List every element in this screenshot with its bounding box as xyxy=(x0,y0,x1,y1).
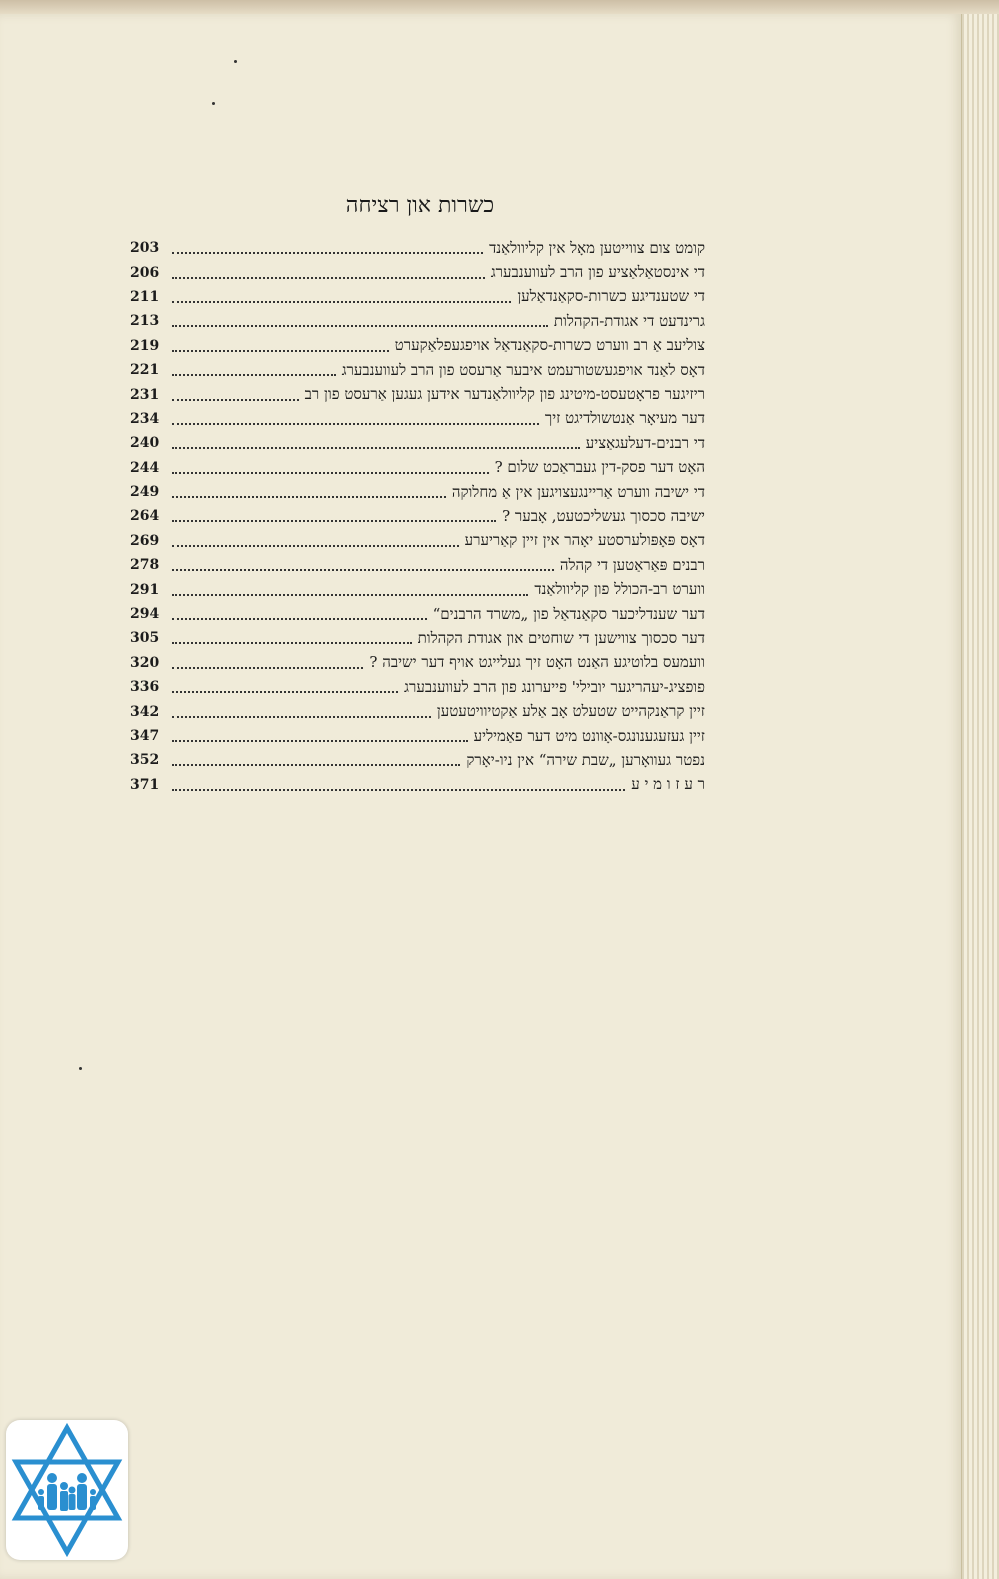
toc-entry-page: 244 xyxy=(130,459,160,476)
toc-entry-page: 206 xyxy=(130,264,160,281)
page-top-edge xyxy=(0,0,999,14)
leader-dots xyxy=(172,740,468,742)
toc-entry xyxy=(130,382,705,406)
toc-entry xyxy=(130,675,705,699)
toc-entry xyxy=(130,334,705,358)
toc-entry-title: פופציג-יעהריגער יובילי' פייערונג פון הרב לעווענבערג xyxy=(404,677,705,696)
toc-entry-title: קומט צום צווייטען מאָל אין קליוולאַנד xyxy=(489,238,705,257)
leader-dots xyxy=(172,472,489,474)
toc-entry-page: 352 xyxy=(130,752,160,769)
toc-entry-title: דער שענדליכער סקאַנדאַל פון „משרד הרבנים“ xyxy=(432,604,705,623)
leader-dots xyxy=(172,691,398,693)
toc-entry-page: 269 xyxy=(130,532,160,549)
toc-entry-title: דער מעיאָר אַנטשולדיגט זיך xyxy=(544,409,705,428)
toc-entry-title: זיין קראַנקהייט שטעלט אָב אַלע אַקטיוויטעטען xyxy=(436,702,705,721)
leader-dots xyxy=(172,374,336,376)
leader-dots xyxy=(172,618,427,620)
toc-entry-page: 231 xyxy=(130,386,160,403)
leader-dots xyxy=(172,399,299,401)
toc-entry-page: 240 xyxy=(130,435,160,452)
leader-dots xyxy=(172,277,485,279)
toc-entry-title: ווערט רב-הכולל פון קליוולאַנד xyxy=(534,580,705,599)
toc-entry-page: 336 xyxy=(130,679,160,696)
toc-entry-title: דאָס לאַנד אויפגעשטורעמט איבער אַרעסט פון הרב לעווענבערג xyxy=(341,360,705,379)
leader-dots xyxy=(172,789,625,791)
toc-entry xyxy=(130,407,705,431)
toc-entry-page: 221 xyxy=(130,362,160,379)
leader-dots xyxy=(172,667,363,669)
toc-entry xyxy=(130,748,705,772)
toc-entry-page: 234 xyxy=(130,410,160,427)
toc-entry xyxy=(130,456,705,480)
toc-entry-title: נפטר געוואָרען „שבת שירה“ אין ניו-יאָרק xyxy=(466,750,705,769)
toc-entry-title: דאָס פּאָפּולערסטע יאָהר אין זיין קאַריערע xyxy=(464,531,705,550)
leader-dots xyxy=(172,520,496,522)
leader-dots xyxy=(172,594,528,596)
star-of-david-family-icon xyxy=(6,1420,128,1560)
toc-entry-page: 342 xyxy=(130,703,160,720)
leader-dots xyxy=(172,447,580,449)
toc-entry-title: די ישיבה ווערט אַריינגעצויגען אין אַ מחלוקה xyxy=(451,482,705,501)
page-stack-edge xyxy=(961,14,999,1579)
toc-entry-title: גרינדעט די אגודת-הקהלות xyxy=(553,311,705,330)
toc-entry-title: ריזיגער פראָטעסט-מיטינג פון קליוולאַנדער אידען געגען אַרעסט פון רב xyxy=(304,385,705,404)
toc-entry-page: 347 xyxy=(130,728,160,744)
toc-entry-title: די רבנים-דעלעגאַציע xyxy=(585,433,705,452)
toc-entry-page: 305 xyxy=(130,630,160,647)
toc-entry-title: צוליעב אַ רב ווערט כשרות-סקאַנדאַל אויפגעפלאַקערט xyxy=(394,336,705,355)
leader-dots xyxy=(172,642,412,644)
toc-entry-title: וועמעס בלוטיגע האַנט האָט זיך געלייגט אויף דער ישיבה ? xyxy=(369,653,705,672)
toc-entry-title: דער סכסוך צווישען די שוחטים און אגודת הקהלות xyxy=(417,628,705,647)
leader-dots xyxy=(172,423,539,425)
toc-entry-page: 371 xyxy=(130,776,160,793)
toc-entry-title: די שטענדיגע כשרות-סקאַנדאַלען xyxy=(517,287,705,306)
toc-entry-page: 213 xyxy=(130,313,160,330)
leader-dots xyxy=(172,545,459,547)
page-title: כשרות און רציחה xyxy=(345,193,495,218)
toc-entry-page: 211 xyxy=(130,288,160,305)
leader-dots xyxy=(172,569,554,571)
toc-entry-title: ר ע ז ו מ י ע xyxy=(631,775,705,794)
toc-entry-page: 249 xyxy=(130,484,160,501)
toc-entry xyxy=(130,577,705,601)
book-page xyxy=(0,14,962,1579)
toc-entry-page: 264 xyxy=(130,508,160,525)
leader-dots xyxy=(172,301,511,303)
toc-entry xyxy=(130,431,705,455)
leader-dots xyxy=(172,716,431,718)
toc-entry-page: 219 xyxy=(130,337,160,354)
toc-entry xyxy=(130,602,705,626)
logo-badge xyxy=(6,1420,128,1560)
toc-entry xyxy=(130,529,705,553)
leader-dots xyxy=(172,496,446,498)
leader-dots xyxy=(172,764,460,766)
toc-entry-page: 203 xyxy=(130,240,160,257)
ink-speck xyxy=(79,1067,82,1070)
toc-entry xyxy=(130,480,705,504)
toc-entry-title: זיין געזעגענונגס-אָוונט מיט דער פאַמיליע xyxy=(473,726,705,745)
toc-entry xyxy=(130,285,705,309)
toc-entry-page: 291 xyxy=(130,581,160,598)
toc-entry xyxy=(130,699,705,723)
toc-entry xyxy=(130,553,705,577)
toc-entry-title: רבנים פּאַראַטען די קהלה xyxy=(559,555,705,574)
ink-speck xyxy=(234,60,237,63)
toc-entry-title: האָט דער פסק-דין געבראַכט שלום ? xyxy=(494,458,705,477)
toc-entry xyxy=(130,773,705,797)
toc-entry-page: 294 xyxy=(130,606,160,623)
toc-entry xyxy=(130,626,705,650)
table-of-contents xyxy=(130,236,705,797)
toc-entry-title: די אינסטאַלאַציע פון הרב לעווענבערג xyxy=(490,263,705,282)
leader-dots xyxy=(172,252,483,254)
ink-speck xyxy=(212,102,215,105)
toc-entry-page: 278 xyxy=(130,557,160,574)
leader-dots xyxy=(172,325,548,327)
leader-dots xyxy=(172,350,389,352)
toc-entry xyxy=(130,236,705,260)
toc-entry xyxy=(130,358,705,382)
toc-entry xyxy=(130,724,705,748)
toc-entry xyxy=(130,651,705,675)
toc-entry-page: 320 xyxy=(130,654,160,671)
toc-entry xyxy=(130,260,705,284)
toc-entry xyxy=(130,504,705,528)
toc-entry-title: ישיבה סכסוך געשליכטעט, אָבער ? xyxy=(502,506,705,525)
toc-entry xyxy=(130,309,705,333)
